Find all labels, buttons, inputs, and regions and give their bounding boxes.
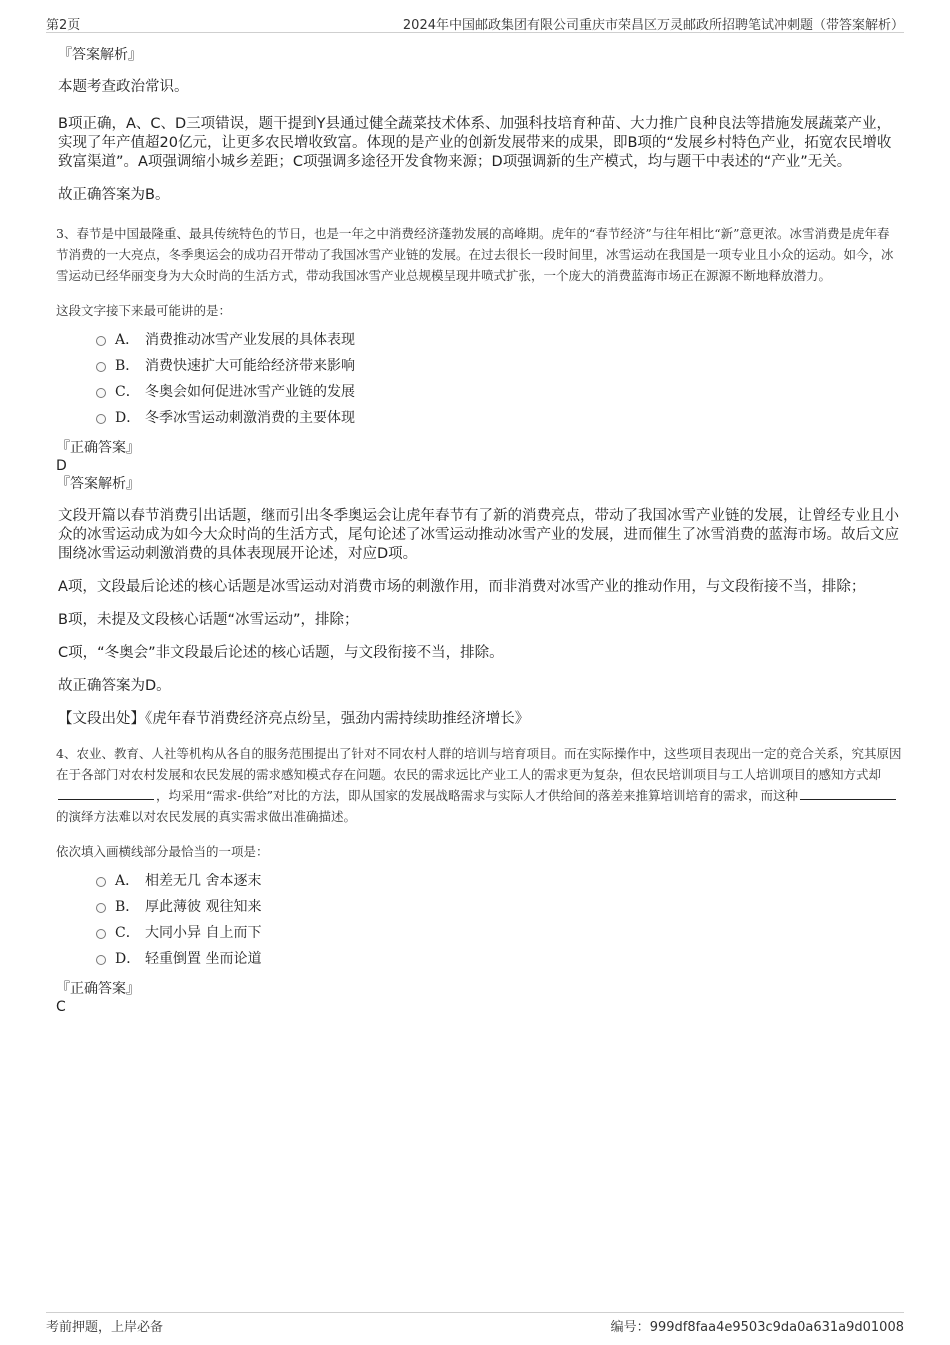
q3-option-a[interactable]: A． 消费推动冰雪产业发展的具体表现 <box>96 329 902 355</box>
fill-blank-2 <box>800 786 896 800</box>
q3-section <box>56 223 902 729</box>
page-footer <box>46 1312 904 1336</box>
q2-analysis-label: 『答案解析』 <box>58 47 142 63</box>
q3-analysis-paragraph-2: A项，文段最后论述的核心话题是冰雪运动对消费市场的刺激作用，而非消费对冰雪产业的推动作用，与文段衔接不当，排除； <box>58 579 866 595</box>
radio-icon[interactable] <box>96 362 106 372</box>
q3-answer: D <box>56 458 67 474</box>
q2-section <box>56 46 902 205</box>
q4-answer-label: 『正确答案』 <box>56 981 140 997</box>
q3-source: 【文段出处】《虎年春节消费经济亮点纷呈，强劲内需持续助推经济增长》 <box>58 711 530 727</box>
q3-stem: 3、春节是中国最隆重、最具传统特色的节日，也是一年之中消费经济蓬勃发展的高峰期。虎年的“春节经济”与往年相比“新”意更浓。冰雪消费是虎年春节消费的一大亮点，冬季奥运会的成功召开带动了我国冰雪产业链的发展。在过去很长一段时间里，冰雪运动在我国是一项专业且小众的运动。如今，冰雪运动已经华丽变身为大众时尚的生活方式，带动我国冰雪产业总规模呈现井喷式扩张，一个庞大的消费蓝海市场正在源源不断地释放潜力。 <box>56 226 894 283</box>
q3-option-d[interactable]: D． 冬季冰雪运动刺激消费的主要体现 <box>96 407 902 433</box>
code-value: 999df8faa4e9503c9da0a631a9d01008 <box>649 1320 904 1335</box>
q3-question: 这段文字接下来最可能讲的是： <box>56 303 232 318</box>
fill-blank-1 <box>58 786 154 800</box>
q4-option-b[interactable]: B． 厚此薄彼 观往知来 <box>96 896 902 922</box>
q3-analysis-paragraph-4: C项，“冬奥会”非文段最后论述的核心话题，与文段衔接不当，排除。 <box>58 645 504 661</box>
q3-analysis-label: 『答案解析』 <box>56 476 140 492</box>
radio-icon[interactable] <box>96 903 106 913</box>
q4-answer: C <box>56 999 66 1015</box>
q3-conclusion: 故正确答案为D。 <box>58 678 171 694</box>
q4-section <box>56 743 902 1016</box>
q4-option-c[interactable]: C． 大同小异 自上而下 <box>96 922 902 948</box>
q2-conclusion: 故正确答案为B。 <box>58 187 170 203</box>
document-title: 2024年中国邮政集团有限公司重庆市荣昌区万灵邮政所招聘笔试冲刺题（带答案解析） <box>402 18 904 33</box>
q3-analysis-paragraph-1: 文段开篇以春节消费引出话题，继而引出冬季奥运会让虎年春节有了新的消费亮点，带动了我国冰雪产业链的发展，让曾经专业且小众的冰雪运动成为如今大众时尚的生活方式，尾句论述了冰雪运动推动冰雪产业的发展，进而催生了冰雪消费的蓝海市场。故后文应围绕冰雪运动刺激消费的具体表现展开论述，对应D项。 <box>58 508 899 562</box>
radio-icon[interactable] <box>96 414 106 424</box>
q3-option-c[interactable]: C． 冬奥会如何促进冰雪产业链的发展 <box>96 381 902 407</box>
radio-icon[interactable] <box>96 955 106 965</box>
q3-options <box>96 329 902 433</box>
page-number: 第2页 <box>46 18 81 33</box>
q4-option-a[interactable]: A． 相差无几 舍本逐末 <box>96 870 902 896</box>
q4-options <box>96 870 902 974</box>
q4-question: 依次填入画横线部分最恰当的一项是： <box>56 844 269 859</box>
q4-stem: 4、农业、教育、人社等机构从各自的服务范围提出了针对不同农村人群的培训与培育项目。而在实际操作中，这些项目表现出一定的竞合关系，究其原因在于各部门对农村发展和农民发展的需求感知模式存在问题。农民的需求远比产业工人的需求更为复杂，但农民培训项目与工人培训项目的感知方式却，均采用“需求-供给”对比的方法，即从国家的发展战略需求与实际人才供给间的落差来推算培训培育的需求，而这种的演绎方法难以对农民发展的真实需求做出准确描述。 <box>56 746 902 824</box>
q4-option-d[interactable]: D． 轻重倒置 坐而论道 <box>96 948 902 974</box>
radio-icon[interactable] <box>96 336 106 346</box>
q3-analysis-paragraph-3: B项，未提及文段核心话题“冰雪运动”，排除； <box>58 612 359 628</box>
radio-icon[interactable] <box>96 877 106 887</box>
q3-option-b[interactable]: B． 消费快速扩大可能给经济带来影响 <box>96 355 902 381</box>
q2-analysis-paragraph: B项正确，A、C、D三项错误，题干提到Y县通过健全蔬菜技术体系、加强科技培育种苗、大力推广良种良法等措施发展蔬菜产业，实现了年产值超20亿元，让更多农民增收致富。体现的是产业的创新发展带来的成果，即B项的“发展乡村特色产业，拓宽农民增收致富渠道”。A项强调缩小城乡差距；C项强调多途径开发食物来源；D项强调新的生产模式，均与题干中表述的“产业”无关。 <box>58 116 892 170</box>
q3-answer-label: 『正确答案』 <box>56 440 140 456</box>
footer-slogan: 考前押题，上岸必备 <box>46 1320 164 1335</box>
code-label: 编号： <box>610 1320 650 1335</box>
document-body <box>56 46 902 1016</box>
document-code <box>611 1316 904 1335</box>
radio-icon[interactable] <box>96 929 106 939</box>
page-header <box>46 14 904 33</box>
q2-intro: 本题考查政治常识。 <box>58 79 189 95</box>
radio-icon[interactable] <box>96 388 106 398</box>
